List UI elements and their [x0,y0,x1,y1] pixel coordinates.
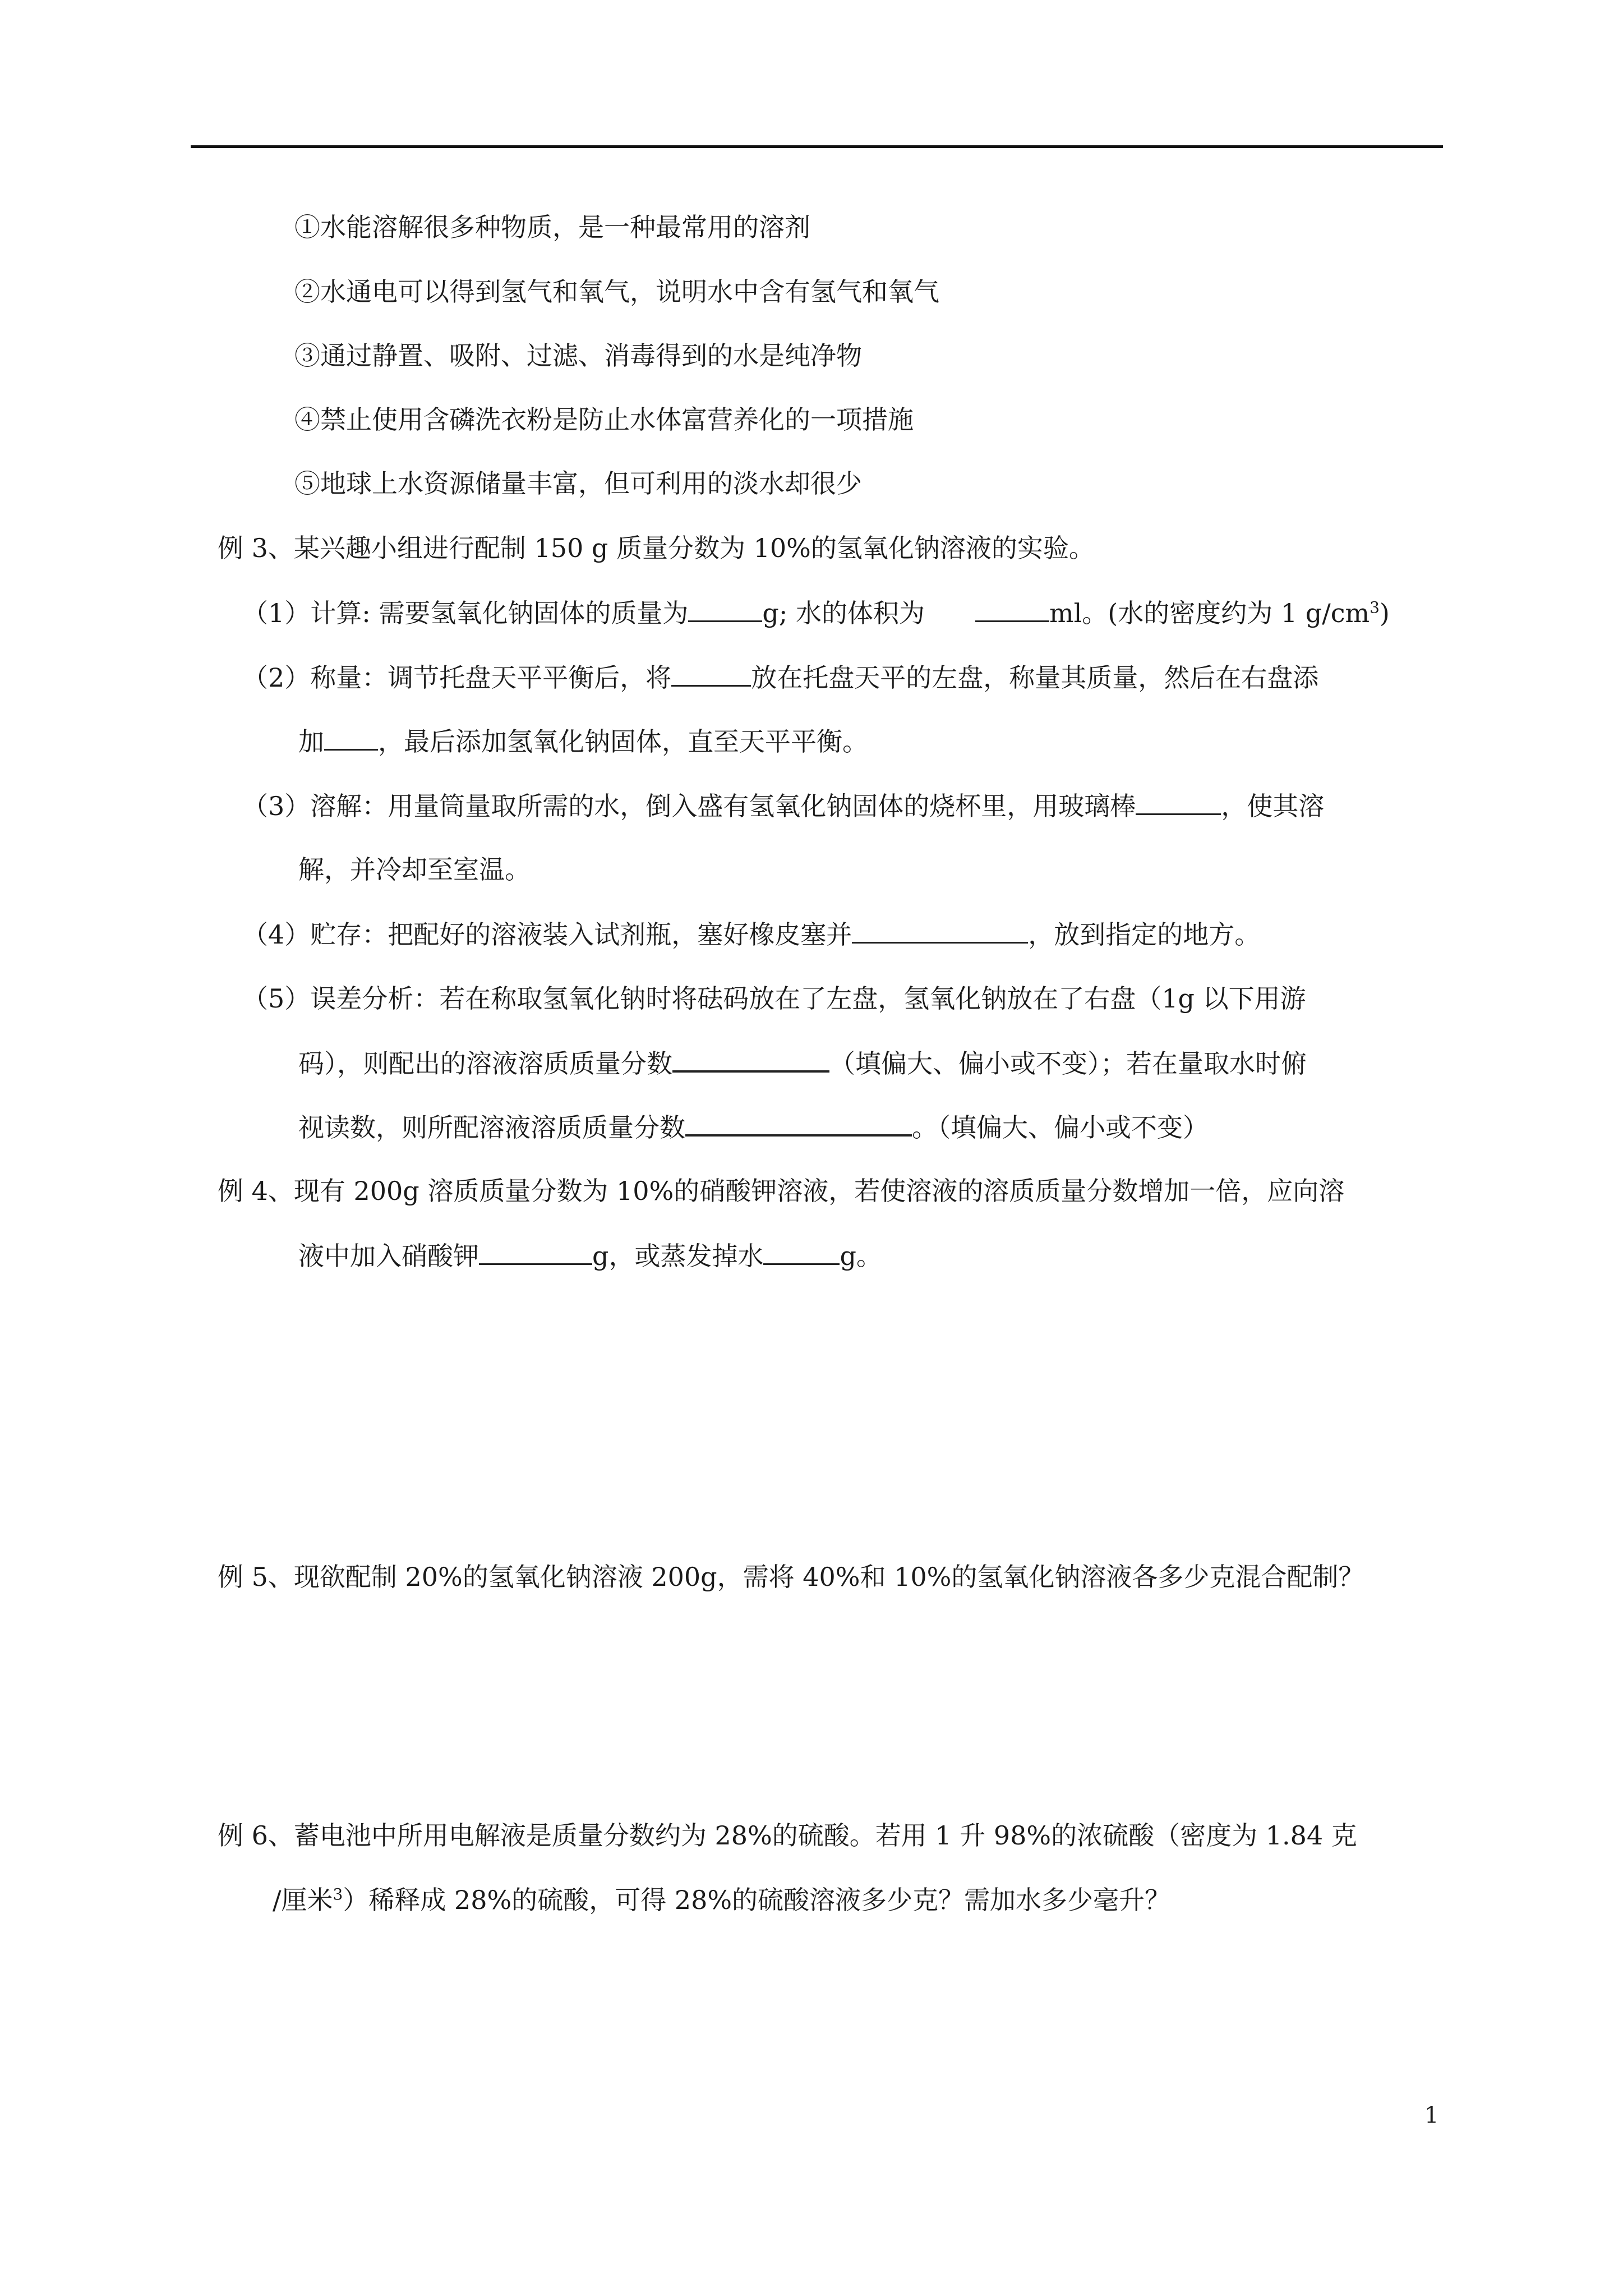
example-6-line-1: 例 6、蓄电池中所用电解液是质量分数约为 28%的硫酸。若用 1 升 98%的浓硫酸（密度为 1.84 克 [218,1820,1357,1851]
step-2-text-d: ，最后添加氢氧化钠固体，直至天平平衡。 [378,726,868,757]
answer-blank-label[interactable] [852,917,1028,944]
step-3-text-b: ，使其溶 [1221,791,1325,821]
example-3-step-2-cont [298,724,868,758]
step-1-text-b: g; 水的体积为 [762,598,925,628]
example-4-line-1: 例 4、现有 200g 溶质质量分数为 10%的硝酸钾溶液，若使溶液的溶质质量分数增加一倍，应向溶 [218,1176,1345,1206]
answer-blank-add-kno3[interactable] [479,1239,592,1265]
ex4-text-a: 液中加入硝酸钾 [298,1241,479,1271]
example-3-step-5-cont-2 [298,1110,1209,1144]
ex6-text-b: ）稀释成 28%的硫酸，可得 28%的硫酸溶液多少克？需加水多少毫升？ [343,1885,1171,1915]
answer-blank-error-reading[interactable] [685,1110,912,1137]
example-6-line-2 [273,1883,1170,1917]
example-3-step-5: （5）误差分析：若在称取氢氧化钠时将砝码放在了左盘，氢氧化钠放在了右盘（1g 以下用游 [242,983,1306,1014]
step-5-text-b: 码），则配出的溶液溶质质量分数 [298,1048,672,1079]
statement-2: ②水通电可以得到氢气和氧气，说明水中含有氢气和氧气 [294,277,939,307]
step-2-text-c: 加 [298,726,324,757]
answer-blank-error-weighing[interactable] [672,1046,829,1073]
answer-blank-stir[interactable] [1136,789,1221,815]
answer-blank-water-volume[interactable] [975,596,1049,622]
header-rule [191,145,1443,148]
step-5-text-c: （填偏大、偏小或不变）；若在量取水时俯 [829,1048,1307,1079]
statement-3: ③通过静置、吸附、过滤、消毒得到的水是纯净物 [294,341,862,371]
step-2-text-a: （2）称量：调节托盘天平平衡后，将 [242,662,672,693]
superscript-3: 3 [333,1885,343,1904]
answer-blank-right-pan[interactable] [324,724,378,751]
example-3-step-5-cont-1 [298,1046,1307,1080]
step-4-text-a: （4）贮存：把配好的溶液装入试剂瓶，塞好橡皮塞并 [242,919,852,950]
step-2-text-b: 放在托盘天平的左盘，称量其质量，然后在右盘添 [751,662,1319,693]
step-3-text-a: （3）溶解：用量筒量取所需的水，倒入盛有氢氧化钠固体的烧杯里，用玻璃棒 [242,791,1136,821]
statement-5: ⑤地球上水资源储量丰富，但可利用的淡水却很少 [294,468,862,499]
answer-blank-evaporate-water[interactable] [763,1239,840,1265]
statement-4: ④禁止使用含磷洗衣粉是防止水体富营养化的一项措施 [294,404,914,435]
step-4-text-b: ，放到指定的地方。 [1028,919,1261,950]
example-3-step-3-cont: 解，并冷却至室温。 [298,854,531,885]
step-1-text-d: ) [1379,598,1390,628]
example-3-step-3 [242,789,1324,823]
example-3-title: 例 3、某兴趣小组进行配制 150 g 质量分数为 10%的氢氧化钠溶液的实验。 [218,533,1095,563]
superscript-3: 3 [1370,598,1380,617]
step-1-text-c: ml。(水的密度约为 1 g/cm [1049,598,1370,628]
example-5: 例 5、现欲配制 20%的氢氧化钠溶液 200g，需将 40%和 10%的氢氧化钠溶液各多少克混合配制？ [218,1562,1364,1592]
statement-1: ①水能溶解很多种物质，是一种最常用的溶剂 [294,212,810,242]
answer-blank-left-pan[interactable] [671,660,751,687]
step-1-text-a: （1）计算: 需要氢氧化钠固体的质量为 [242,598,689,628]
ex6-text-a: /厘米 [273,1885,333,1915]
example-3-step-2 [242,660,1318,694]
page-number: 1 [1424,2102,1439,2128]
example-3-step-1 [242,596,1390,630]
step-5-text-d: 视读数，则所配溶液溶质质量分数 [298,1112,685,1143]
example-4-line-2 [298,1239,882,1273]
example-3-step-4 [242,917,1260,951]
ex4-text-b: g，或蒸发掉水 [592,1241,764,1271]
ex4-text-c: g。 [840,1241,882,1271]
step-5-text-e: 。（填偏大、偏小或不变） [912,1112,1209,1143]
answer-blank-naoh-mass[interactable] [688,596,762,622]
